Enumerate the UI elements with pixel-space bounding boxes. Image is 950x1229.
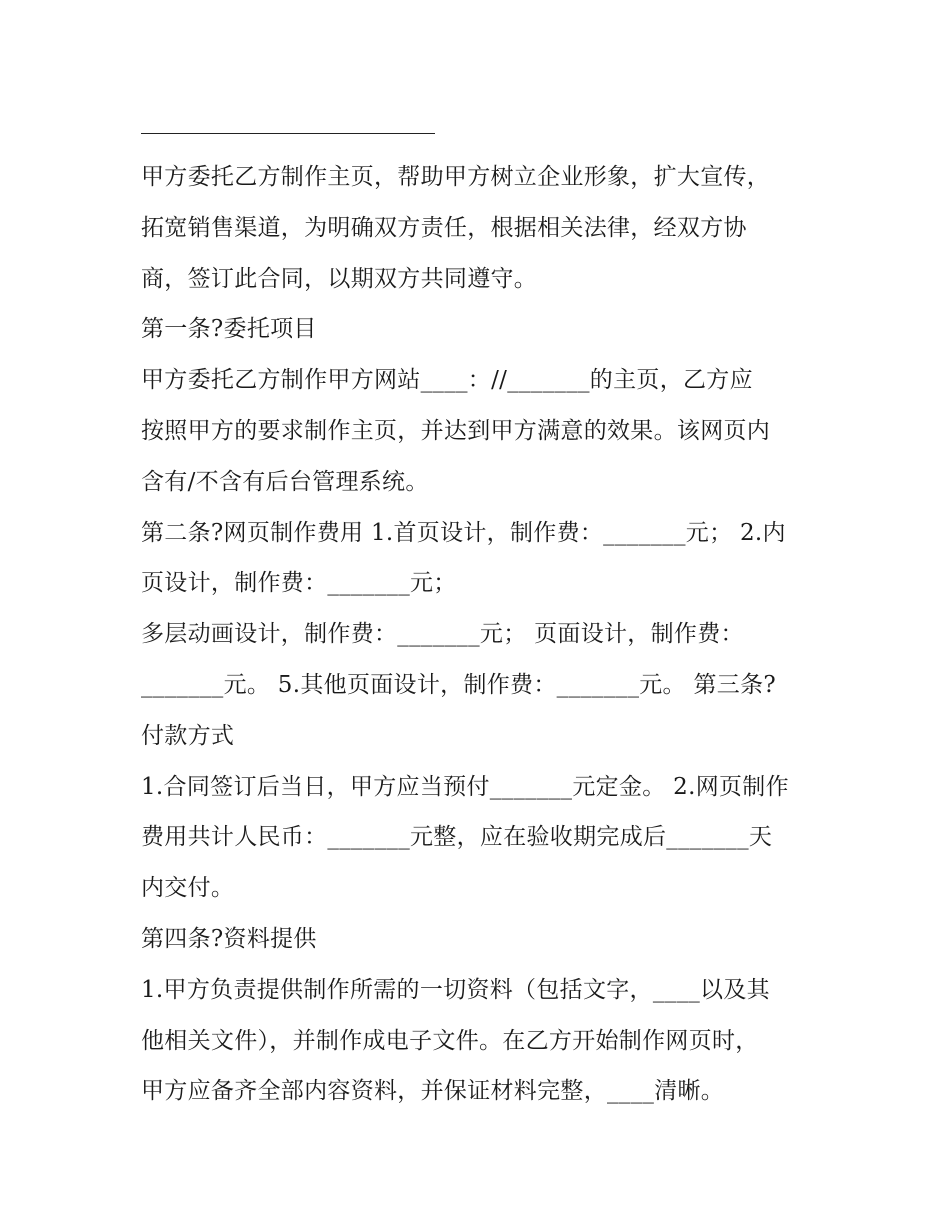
contract-body (141, 152, 831, 1117)
text-line: 内交付。 (141, 875, 235, 902)
text-line: 拓宽销售渠道，为明确双方责任，根据相关法律，经双方协 (141, 214, 747, 241)
section-heading-1: 第一条?委托项目 (141, 316, 317, 343)
text-line: 他相关文件），并制作成电子文件。在乙方开始制作网页时， (141, 1027, 759, 1054)
text-line: 1.合同签订后当日，甲方应当预付_______元定金。 2.网页制作 (141, 773, 789, 800)
text-line: 甲方委托乙方制作主页，帮助甲方树立企业形象，扩大宣传， (141, 164, 771, 190)
text-line: 多层动画设计，制作费：_______元； 页面设计，制作费： (141, 621, 744, 648)
text-line: 甲方委托乙方制作甲方网站____：//_______的主页，乙方应 (141, 367, 753, 394)
text-line: _______元。 5.其他页面设计，制作费：_______元。 第三条? (141, 671, 776, 698)
text-line: 1.甲方负责提供制作所需的一切资料（包括文字，____以及其 (141, 976, 770, 1003)
text-line: 费用共计人民币：_______元整，应在验收期完成后_______天 (141, 824, 773, 851)
text-line: 甲方应备齐全部内容资料，并保证材料完整，____清晰。 (141, 1078, 725, 1105)
text-line: 页设计，制作费：_______元； (141, 570, 457, 597)
section-heading-2: 第二条?网页制作费用 1.首页设计，制作费：_______元； 2.内 (141, 519, 786, 546)
section-heading-4: 第四条?资料提供 (141, 925, 317, 952)
section-heading-3: 付款方式 (141, 722, 235, 749)
text-line: 按照甲方的要求制作主页，并达到甲方满意的效果。该网页内 (141, 417, 771, 444)
signature-blank-line (141, 133, 435, 134)
text-line: 商，签订此合同，以期双方共同遵守。 (141, 265, 538, 292)
text-line: 含有/不含有后台管理系统。 (141, 468, 429, 495)
